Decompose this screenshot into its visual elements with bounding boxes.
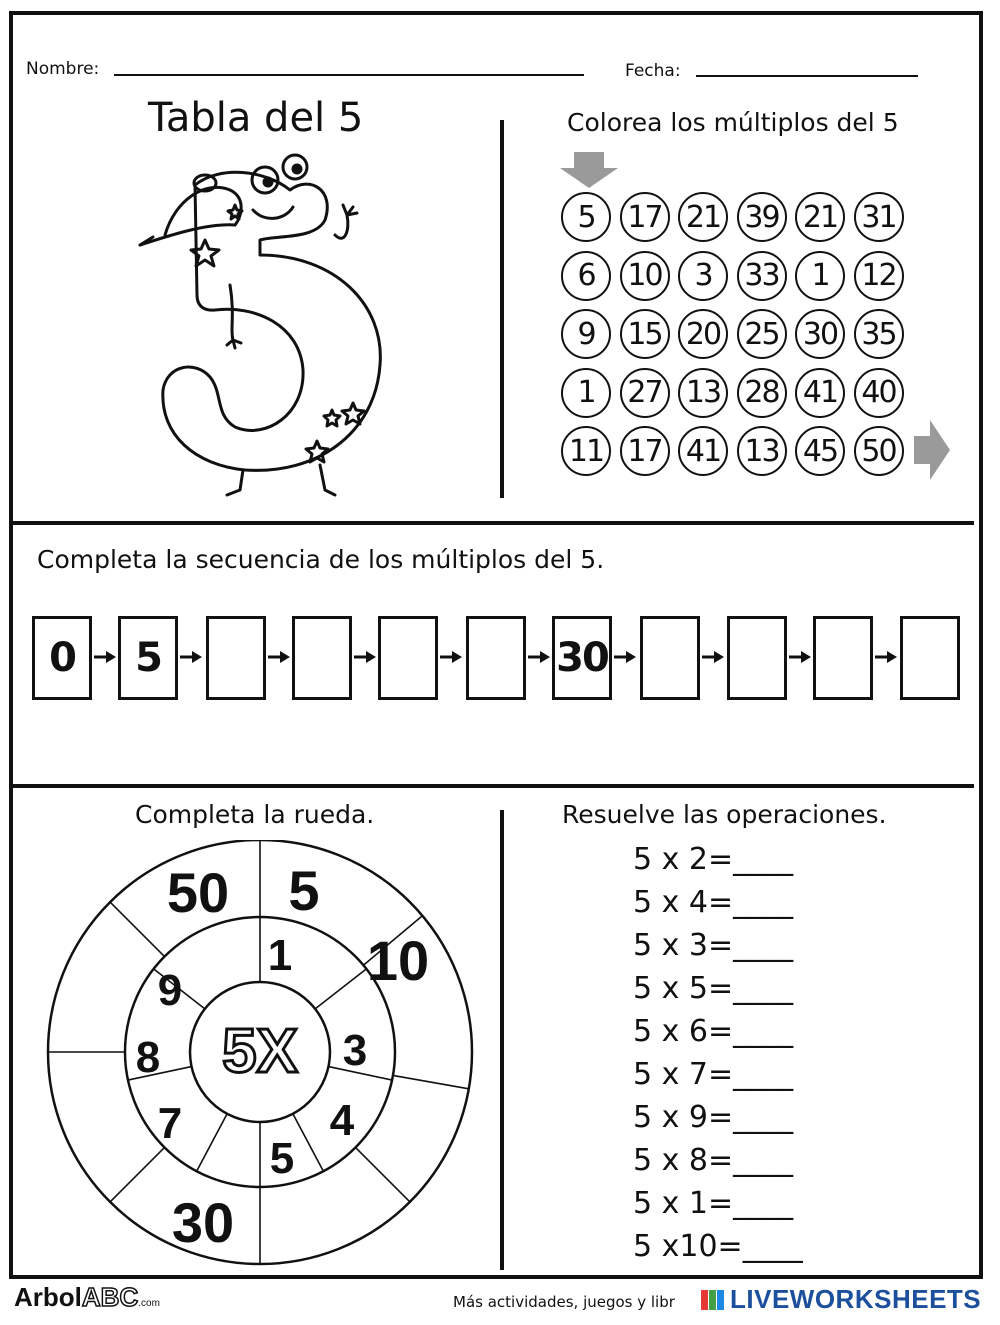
fecha-field[interactable] [696,75,918,77]
grid-circle[interactable]: 6 [561,251,611,301]
grid-circle[interactable]: 35 [854,309,904,359]
grid-circle[interactable]: 28 [737,368,787,418]
wheel-outer-spoke [393,1075,469,1088]
sequence-arrow-icon [94,650,116,664]
grid-circle[interactable]: 13 [737,426,787,476]
grid-circle[interactable]: 11 [561,426,611,476]
operation-item[interactable]: 5 x 1=____ [633,1186,794,1221]
grid-circle[interactable]: 40 [854,368,904,418]
sequence-arrow-icon [528,650,550,664]
watermark-text: LIVEWORKSHEETS [730,1284,982,1314]
sequence-arrow-icon [789,650,811,664]
wheel-outer-spoke [110,902,164,956]
bottom-section-divider [500,810,504,1270]
sequence-answer-box[interactable] [292,616,352,700]
wheel-inner-4: 4 [329,1096,355,1145]
wheel-inner-spoke [293,1114,324,1171]
brand-com: .com [138,1298,160,1309]
sequence-answer-box[interactable] [378,616,438,700]
nombre-field[interactable] [114,74,584,76]
wheel-outer-30: 30 [171,1191,235,1254]
grid-circle[interactable]: 50 [854,426,904,476]
wheel-inner-9: 9 [157,966,183,1015]
sequence-box: 30 [552,616,612,700]
grid-circle[interactable]: 17 [620,426,670,476]
grid-circle[interactable]: 17 [620,192,670,242]
grid-circle[interactable]: 39 [737,192,787,242]
wheel-outer-5: 5 [288,859,320,922]
grid-circle[interactable]: 15 [620,309,670,359]
grid-circle[interactable]: 33 [737,251,787,301]
sequence-answer-box[interactable] [727,616,787,700]
grid-circle[interactable]: 9 [561,309,611,359]
grid-circle[interactable]: 41 [795,368,845,418]
operation-item[interactable]: 5 x 2=____ [633,842,794,877]
grid-circle[interactable]: 12 [854,251,904,301]
operations-heading: Resuelve las operaciones. [562,800,887,829]
sequence-answer-box[interactable] [813,616,873,700]
wheel-inner-8: 8 [135,1033,161,1082]
sequence-arrow-icon [614,650,636,664]
operation-item[interactable]: 5 x 9=____ [633,1100,794,1135]
sequence-arrow-icon [440,650,462,664]
sequence-arrow-icon [180,650,202,664]
grid-circle[interactable]: 21 [678,192,728,242]
arbolabc-logo [14,1282,160,1313]
sequence-box: 0 [32,616,92,700]
operation-item[interactable]: 5 x10=____ [633,1229,803,1264]
grid-circle[interactable]: 3 [678,251,728,301]
grid-circle[interactable]: 27 [620,368,670,418]
sequence-arrow-icon [354,650,376,664]
grid-circle[interactable]: 45 [795,426,845,476]
wheel-center-label: 5X [222,1017,298,1086]
brand-suffix: ABC [81,1282,139,1312]
fecha-label: Fecha: [625,61,681,81]
sequence-arrow-icon [702,650,724,664]
grid-circle[interactable]: 31 [854,192,904,242]
nombre-label: Nombre: [26,59,100,79]
grid-circle[interactable]: 25 [737,309,787,359]
wheel-outer-10: 10 [366,929,430,992]
section-separator-2 [9,784,974,788]
operation-item[interactable]: 5 x 4=____ [633,885,794,920]
operation-item[interactable]: 5 x 3=____ [633,928,794,963]
operation-item[interactable]: 5 x 8=____ [633,1143,794,1178]
number-five-character-illustration [135,145,400,505]
wheel-outer-spoke [355,1147,409,1201]
sequence-answer-box[interactable] [900,616,960,700]
page-title: Tabla del 5 [148,95,364,141]
sequence-answer-box[interactable] [206,616,266,700]
wheel-inner-1: 1 [267,931,293,980]
operation-item[interactable]: 5 x 5=____ [633,971,794,1006]
wheel-inner-3: 3 [342,1026,368,1075]
wheel-outer-50: 50 [166,861,230,924]
grid-heading: Colorea los múltiplos del 5 [567,108,899,137]
liveworksheets-watermark[interactable] [700,1284,981,1315]
operation-item[interactable]: 5 x 6=____ [633,1014,794,1049]
top-section-divider [500,120,504,498]
multiplication-wheel [40,840,480,1270]
sequence-box: 5 [118,616,178,700]
grid-circle[interactable]: 20 [678,309,728,359]
sequence-answer-box[interactable] [640,616,700,700]
wheel-inner-spoke [315,969,366,1009]
grid-circle[interactable]: 21 [795,192,845,242]
arrow-right-icon [914,420,950,480]
sequence-heading: Completa la secuencia de los múltiplos del 5. [37,545,605,574]
grid-circle[interactable]: 30 [795,309,845,359]
brand-prefix: Arbol [14,1282,82,1312]
wheel-inner-5: 5 [269,1134,295,1183]
liveworksheets-logo-icon [700,1287,726,1313]
wheel-heading: Completa la rueda. [135,800,375,829]
sequence-arrow-icon [875,650,897,664]
arrow-down-icon [560,152,618,188]
grid-circle[interactable]: 1 [795,251,845,301]
grid-circle[interactable]: 13 [678,368,728,418]
grid-circle[interactable]: 5 [561,192,611,242]
grid-circle[interactable]: 41 [678,426,728,476]
sequence-arrow-icon [268,650,290,664]
operation-item[interactable]: 5 x 7=____ [633,1057,794,1092]
grid-circle[interactable]: 1 [561,368,611,418]
wheel-outer-spoke [110,1147,164,1201]
wheel-inner-spoke [197,1114,228,1171]
wheel-inner-7: 7 [157,1099,183,1148]
section-separator-1 [9,521,974,525]
grid-circle[interactable]: 10 [620,251,670,301]
sequence-answer-box[interactable] [466,616,526,700]
footer-more-text: Más actividades, juegos y libr [453,1293,675,1311]
